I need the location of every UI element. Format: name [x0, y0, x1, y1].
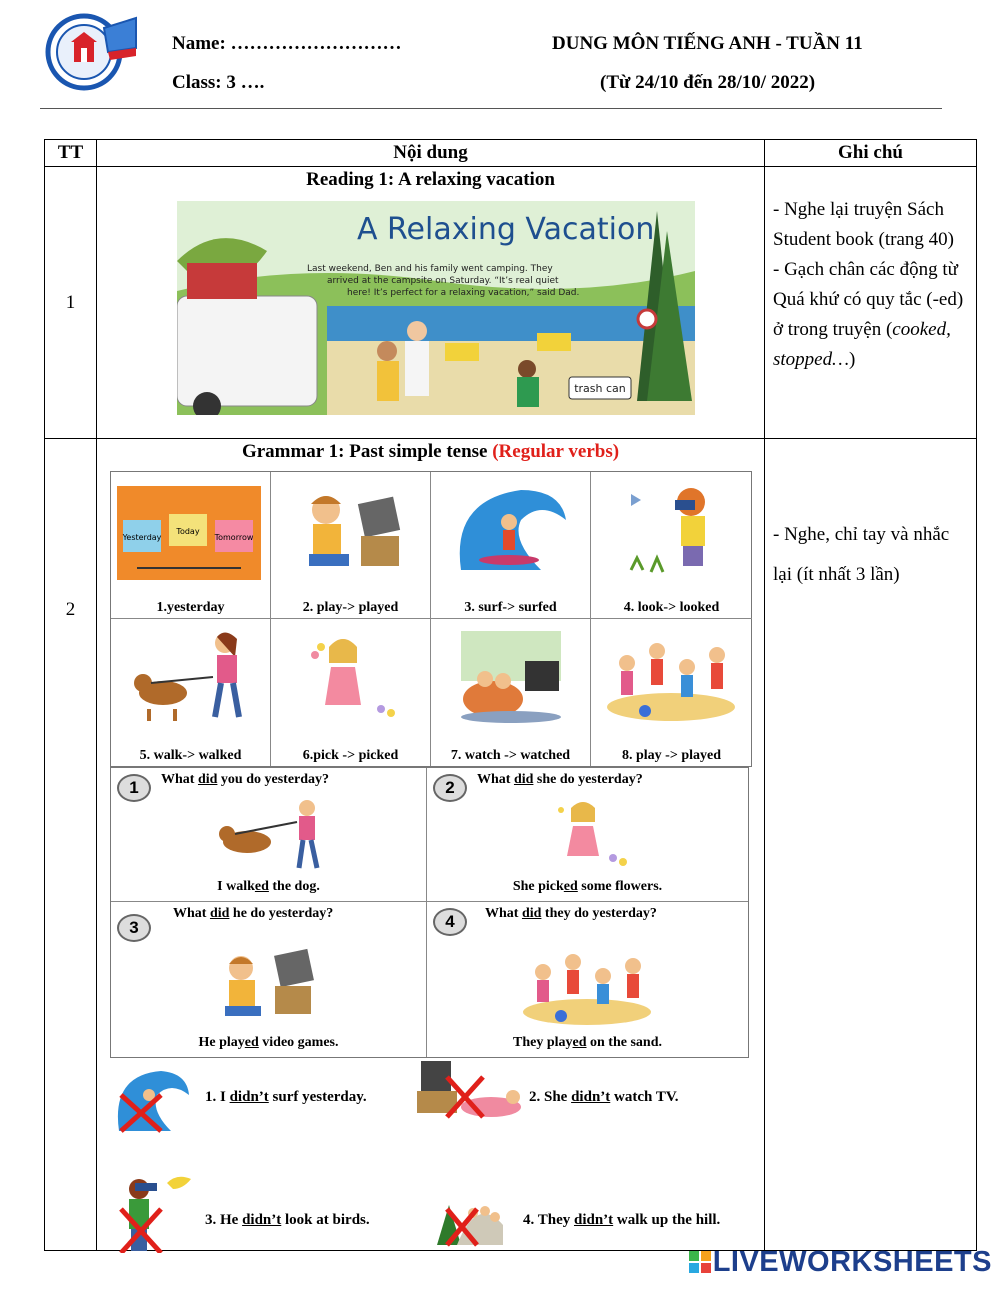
- grammar-subtitle: (Regular verbs): [492, 441, 620, 462]
- qa-question: What did they do yesterday?: [485, 906, 657, 921]
- qa-answer: She picked some flowers.: [512, 879, 663, 894]
- vocab-card: [111, 619, 271, 766]
- surfing-crossed-illustration: [111, 1065, 191, 1135]
- header-divider: [40, 108, 942, 109]
- row2-note: - Nghe, chỉ tay và nhắc lại (ít nhất 3 lần): [773, 524, 950, 585]
- negative-sentence: 4. They didn’t walk up the hill.: [523, 1212, 721, 1228]
- negative-sentence: 3. He didn’t look at birds.: [205, 1212, 370, 1228]
- row1-note-line2: - Gạch chân các động từ Quá khứ có quy tắc (-ed) ở trong truyện (: [773, 259, 964, 340]
- boy-gaming-illustration: [211, 944, 331, 1026]
- svg-text:arrived at the campsite on Sat: arrived at the campsite on Saturday. “It’s real quiet: [327, 276, 559, 286]
- svg-text:Yesterday: Yesterday: [122, 533, 162, 542]
- worksheet-title: DUNG MÔN TIẾNG ANH - TUẦN 11: [552, 33, 863, 54]
- boy-binoculars-illustration: [611, 480, 731, 580]
- row1-number: 1: [45, 167, 97, 439]
- qa-card: [427, 768, 748, 902]
- liveworksheets-logo: LIVEWORKSHEETS: [689, 1246, 992, 1279]
- calendar-illustration: [117, 486, 261, 580]
- row1-content: [97, 167, 765, 439]
- kids-playing-sand-illustration: [517, 942, 657, 1028]
- qa-number: 2: [433, 774, 467, 802]
- vocab-card: [431, 472, 591, 619]
- school-logo: [44, 8, 144, 98]
- boy-binoculars-crossed-illustration: [117, 1169, 197, 1253]
- vocab-label: 3. surf-> surfed: [464, 600, 557, 615]
- qa-number: 1: [117, 774, 151, 802]
- girl-picking-flowers-illustration: [543, 796, 633, 872]
- story-image: [177, 201, 695, 415]
- svg-text:Tomorrow: Tomorrow: [214, 533, 254, 542]
- girl-picking-flowers-illustration: [295, 627, 407, 727]
- name-label: Name: ………………………: [172, 33, 402, 54]
- vocab-label: 2. play-> played: [302, 600, 399, 615]
- watching-tv-illustration: [451, 627, 571, 727]
- vocab-label: 1.yesterday: [156, 600, 225, 615]
- grammar-title: Grammar 1: Past simple tense (Regular verbs): [241, 441, 620, 462]
- qa-card: [111, 902, 427, 1057]
- date-range: (Từ 24/10 đến 28/10/ 2022): [600, 72, 816, 93]
- row1-notes: - Nghe lại truyện Sách Student book (trang 40) - Gạch chân các động từ Quá khứ có quy tắc (-ed) ở trong truyện (cooked, stopped…): [765, 167, 977, 439]
- header-tt: TT: [45, 140, 97, 167]
- trash-can-sign: trash can: [574, 382, 626, 395]
- row1-note-examples: cooked, stopped…: [773, 319, 951, 370]
- vocab-card: [271, 472, 431, 619]
- qa-question: What did you do yesterday?: [161, 772, 330, 787]
- svg-text:here! It’s perfect for a relax: here! It’s perfect for a relaxing vacation,” said Dad.: [347, 288, 580, 298]
- negative-sentence: 1. I didn’t surf yesterday.: [205, 1089, 367, 1105]
- class-label: Class: 3 ….: [172, 72, 265, 93]
- boy-gaming-illustration: [291, 480, 411, 580]
- kids-playing-sand-illustration: [601, 627, 741, 727]
- vocab-grid: [110, 471, 752, 767]
- vocab-card: [591, 619, 752, 766]
- negative-sentence: 2. She didn’t watch TV.: [529, 1089, 679, 1105]
- header-content: Nội dung: [97, 140, 765, 167]
- watching-tv-crossed-illustration: [417, 1057, 527, 1127]
- vocab-label: 4. look-> looked: [623, 600, 720, 615]
- vocab-card: [271, 619, 431, 766]
- qa-question: What did he do yesterday?: [173, 906, 334, 921]
- lesson-table: [44, 139, 977, 1251]
- vocab-label: 7. watch -> watched: [450, 748, 571, 763]
- svg-text:Today: Today: [176, 527, 200, 536]
- vocab-label: 6.pick -> picked: [302, 748, 399, 763]
- qa-card: [427, 902, 748, 1057]
- row2-notes: [765, 439, 977, 1251]
- vocab-card: [111, 472, 271, 619]
- qa-grid: [110, 767, 749, 1058]
- qa-answer: They played on the sand.: [513, 1035, 662, 1050]
- svg-text:Last weekend, Ben and his fami: Last weekend, Ben and his family went camping. They: [307, 264, 553, 274]
- surfing-illustration: [451, 480, 571, 580]
- vocab-card: [431, 619, 591, 766]
- qa-number: 3: [117, 914, 151, 942]
- qa-answer: He played video games.: [198, 1035, 339, 1050]
- row2-content: [97, 439, 765, 1251]
- row2-number: 2: [45, 439, 97, 1251]
- reading-title: Reading 1: A relaxing vacation: [306, 169, 555, 190]
- vocab-card: [591, 472, 752, 619]
- qa-number: 4: [433, 908, 467, 936]
- qa-card: [111, 768, 427, 902]
- qa-answer: I walked the dog.: [217, 879, 320, 894]
- hiking-crossed-illustration: [427, 1185, 507, 1249]
- story-image-title: A Relaxing Vacation: [357, 212, 655, 247]
- vocab-label: 5. walk-> walked: [139, 748, 242, 763]
- qa-question: What did she do yesterday?: [477, 772, 643, 787]
- header-notes: Ghi chú: [765, 140, 977, 167]
- walking-dog-illustration: [211, 798, 331, 872]
- vocab-label: 8. play -> played: [622, 748, 721, 763]
- liveworksheets-icon: [689, 1248, 711, 1270]
- row1-note-line1: - Nghe lại truyện Sách Student book (trang 40): [773, 199, 955, 250]
- walking-dog-illustration: [125, 627, 257, 727]
